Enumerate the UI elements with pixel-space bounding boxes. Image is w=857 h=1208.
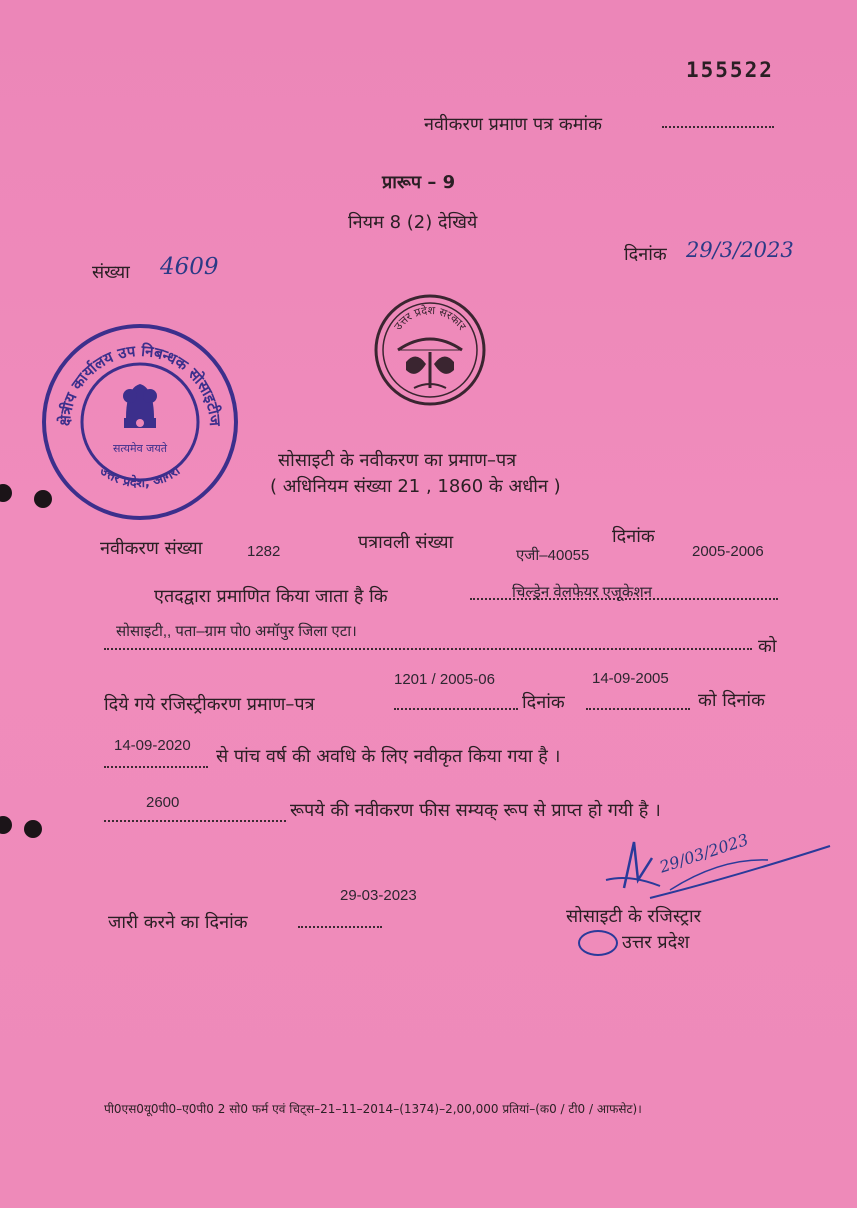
given-registration-text: दिये गये रजिस्ट्रीकरण प्रमाण–पत्र (104, 694, 315, 715)
registration-number: 1201 / 2005-06 (394, 671, 495, 688)
svg-text:उत्तर प्रदेश सरकार (391, 304, 468, 333)
stamp-ring-text: क्षेत्रीय कार्यालय उप निबन्धक सोसाइटीज (55, 341, 225, 427)
rule-reference: नियम 8 (2) देखिये (348, 212, 478, 233)
registrar-state: उत्तर प्रदेश (622, 932, 690, 953)
footer-print-note: पी0एस0यू0पी0–ए0पी0 2 सो0 फर्म एवं चिट्स–21–11–2014–(1374)–2,00,000 प्रतियां–(क0 / टी0 / आफसेट)। (104, 1102, 642, 1116)
society-name: चिल्ड्रेन वेलफेयर एजूकेशन (512, 584, 652, 601)
official-round-stamp (40, 322, 240, 522)
registration-date-label: दिनांक (522, 692, 565, 713)
certificate-title: सोसाइटी के नवीकरण का प्रमाण–पत्र (278, 450, 517, 471)
fee-amount: 2600 (146, 794, 180, 811)
issue-date: 29-03-2023 (340, 887, 417, 904)
number-value-handwritten: 4609 (160, 254, 219, 280)
renewal-number-label: नवीकरण संख्या (100, 538, 203, 559)
registration-date-line (586, 708, 690, 710)
ko-text: को (758, 636, 777, 657)
renewal-cert-number-label: नवीकरण प्रमाण पत्र कमांक (424, 114, 602, 135)
initial-mark (578, 930, 618, 956)
renewal-cert-number-field (662, 126, 774, 128)
date-label: दिनांक (624, 244, 667, 265)
renewal-number-value: 1282 (247, 543, 281, 560)
signature-date-handwritten: 29/03/2023 (657, 829, 751, 877)
punch-hole-bottom-right (24, 820, 42, 838)
ko-dinank-text: को दिनांक (698, 690, 765, 711)
form-title: प्रारूप – 9 (382, 172, 456, 193)
address-line (104, 648, 752, 650)
stamp-motto: सत्यमेव जयते (112, 442, 168, 455)
up-government-emblem (372, 292, 488, 408)
certificate-subtitle: ( अधिनियम संख्या 21 , 1860 के अधीन ) (270, 476, 561, 497)
fee-line (104, 820, 286, 822)
registrar-title: सोसाइटी के रजिस्ट्रार (566, 906, 701, 927)
certify-text: एतदद्वारा प्रमाणित किया जाता है कि (154, 586, 388, 607)
issue-date-line (298, 926, 382, 928)
issue-date-label: जारी करने का दिनांक (108, 912, 248, 933)
society-address: सोसाइटी,, पता–ग्राम पो0 अमॉपुर जिला एटा। (116, 623, 357, 640)
date-value-handwritten: 29/3/2023 (686, 238, 794, 262)
punch-hole-top (0, 484, 12, 502)
punch-hole-bottom (0, 816, 12, 834)
registration-number-line (394, 708, 518, 710)
fee-text: रूपये की नवीकरण फीस सम्यक् रूप से प्राप्त हो गयी है । (290, 800, 661, 821)
serial-number: 155522 (686, 58, 774, 82)
renewal-from-date: 14-09-2020 (114, 737, 191, 754)
registration-date: 14-09-2005 (592, 670, 669, 687)
stamp-bottom-text: उत्तर प्रदेश, आगरा (96, 463, 184, 492)
file-date-value: 2005-2006 (692, 543, 764, 560)
file-date-label: दिनांक (612, 526, 655, 547)
renewal-from-line (104, 766, 208, 768)
five-year-text: से पांच वर्ष की अवधि के लिए नवीकृत किया गया है । (216, 746, 561, 767)
emblem-arc-text: उत्तर प्रदेश सरकार (391, 303, 469, 333)
file-number-value: एजी–40055 (516, 547, 590, 564)
svg-text:उत्तर प्रदेश, आगरा (96, 463, 183, 491)
number-label: संख्या (92, 262, 130, 283)
file-number-label: पत्रावली संख्या (358, 532, 454, 553)
